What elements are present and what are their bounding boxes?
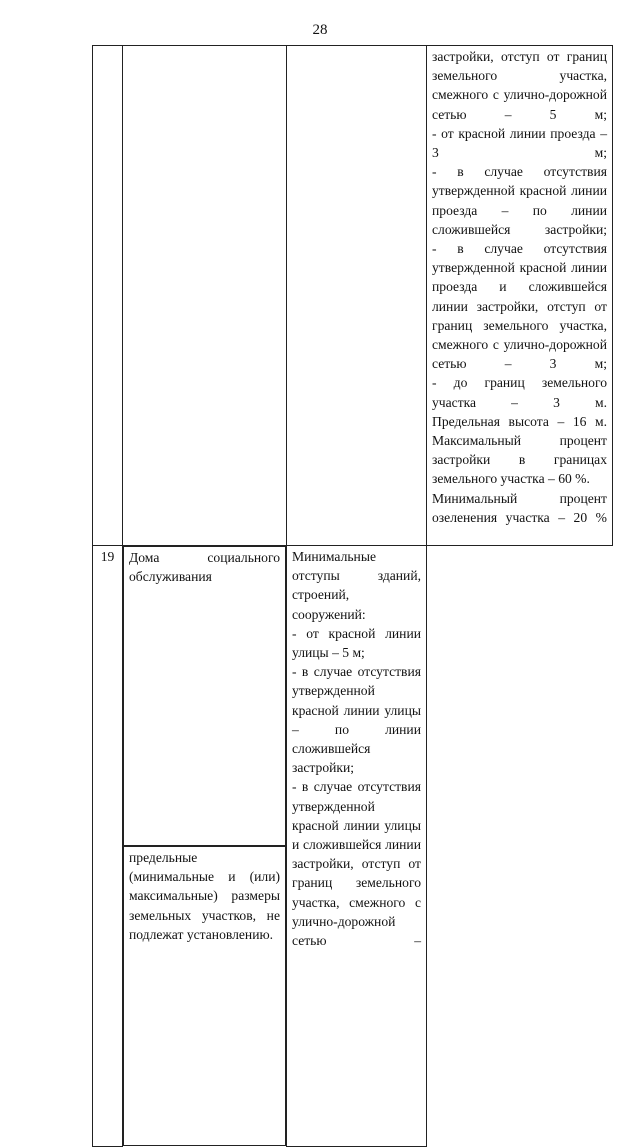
plot-size-cell bbox=[287, 46, 427, 546]
use-name-cell: Дома социального обслуживания bbox=[123, 546, 286, 846]
row-number-cell: 19 bbox=[93, 546, 123, 1147]
limits-cell bbox=[427, 46, 613, 546]
limits-paragraph: Минимальный процент озеленения участка – 20 % bbox=[432, 490, 607, 525]
limits-paragraph: застройки, отступ от границ земельного участка, смежного с улично-дорожной сетью – 5 м; bbox=[432, 49, 607, 122]
plot-size-cell: предельные (минимальные и (или) максимальные) размеры земельных участков, не подлежат установлению. bbox=[123, 846, 286, 1146]
limits-paragraph: - от красной линии проезда – 3 м; bbox=[432, 125, 607, 161]
table-row bbox=[93, 546, 613, 1147]
limits-paragraph: Минимальные отступы зданий, строений, сооружений: bbox=[292, 549, 421, 622]
limits-paragraph: - в случае отсутствия утвержденной красной линии улицы – по линии сложившейся застройки; bbox=[292, 664, 421, 776]
page-number: 28 bbox=[312, 22, 328, 38]
use-name-cell bbox=[123, 46, 287, 546]
limits-paragraph: - в случае отсутствия утвержденной красной линии улицы и сложившейся линии застройки, отступ от границ земельного участка, смежного с улично-дорожной сетью – bbox=[292, 779, 421, 949]
limits-paragraph: Предельная высота – 16 м. bbox=[432, 413, 607, 429]
limits-cell bbox=[287, 546, 427, 1147]
limits-paragraph: Максимальный процент застройки в границах земельного участка – 60 %. bbox=[432, 433, 607, 487]
limits-paragraph: - до границ земельного участка – 3 м. bbox=[432, 375, 607, 410]
row-number-cell bbox=[93, 46, 123, 546]
table-row bbox=[93, 46, 613, 546]
limits-paragraph: - в случае отсутствия утвержденной красной линии проезда – по линии сложившейся застройки; bbox=[432, 164, 607, 237]
zoning-table bbox=[92, 45, 613, 1147]
limits-paragraph: - в случае отсутствия утвержденной красной линии проезда и сложившейся линии застройки, отступ от границ земельного участка, смежного с улично-дорожной сетью – 3 м; bbox=[432, 241, 607, 372]
limits-paragraph: - от красной линии улицы – 5 м; bbox=[292, 625, 421, 661]
